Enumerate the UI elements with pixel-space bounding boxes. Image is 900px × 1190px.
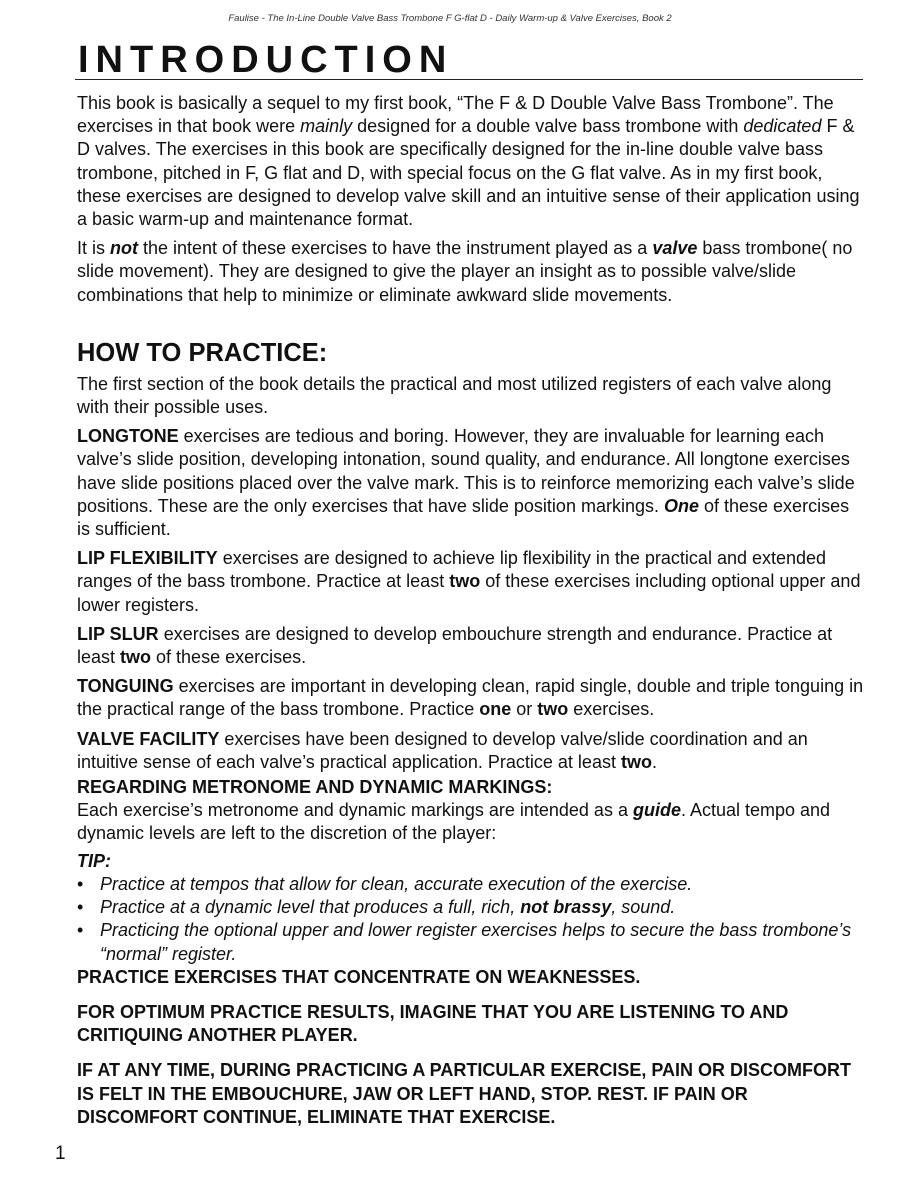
how-to-practice-heading: HOW TO PRACTICE: xyxy=(77,338,328,367)
valve-facility-paragraph: VALVE FACILITY exercises have been designed to develop valve/slide coordination and an intuitive sense of each valve’s practical application. Practice at least two. xyxy=(77,728,808,772)
longtone-paragraph: LONGTONE exercises are tedious and boring. However, they are invaluable for learning each valve’s slide position, developing intonation, sound quality, and endurance. All longtone exercises have slide positions placed over the valve mark. This is to reinforce memorizing each valve’s slide positions. These are the only exercises that have slide position markings. One of these exercises is sufficient. xyxy=(77,426,855,540)
tonguing-paragraph: TONGUING exercises are important in developing clean, rapid single, double and triple tonguing in the practical range of the bass trombone. Practice one or two exercises. xyxy=(77,676,864,720)
intro-paragraph-2: It is not the intent of these exercises to have the instrument played as a valve bass trombone( no slide movement). They are designed to give the player an insight as to possible valve/slide combinations that help to minimize or eliminate awkward slide movements. xyxy=(77,238,853,305)
tip-label: TIP: xyxy=(77,850,111,871)
page-content xyxy=(77,92,867,1135)
tip-item: • Practice at a dynamic level that produces a full, rich, not brassy, sound. xyxy=(77,896,867,919)
lip-flexibility-paragraph: LIP FLEXIBILITY exercises are designed to achieve lip flexibility in the practical and extended ranges of the bass trombone. Practice at least two of these exercises including optional upper and lower registers. xyxy=(77,548,861,615)
page-number: 1 xyxy=(55,1143,66,1164)
intro-paragraph-1: This book is basically a sequel to my first book, “The F & D Double Valve Bass Trombone”. The exercises in that book were mainly designed for a double valve bass trombone with dedicated F & D valves. The exercises in this book are specifically designed for the in-line double valve bass trombone, pitched in F, G flat and D, with special focus on the G flat valve. As in my first book, these exercises are designed to develop valve skill and an intuitive sense of their application using a basic warm-up and maintenance format. xyxy=(77,93,860,230)
lip-slur-paragraph: LIP SLUR exercises are designed to develop embouchure strength and endurance. Practice at least two of these exercises. xyxy=(77,623,833,668)
tip-item: • Practicing the optional upper and lower register exercises helps to secure the bass trombone’s “normal” register. xyxy=(77,920,852,964)
page-title: INTRODUCTION xyxy=(78,39,454,81)
caps-notice-pain: IF AT ANY TIME, DURING PRACTICING A PARTICULAR EXERCISE, PAIN OR DISCOMFORT IS FELT IN THE EMBOUCHURE, JAW OR LEFT HAND, STOP. REST. IF PAIN OR DISCOMFORT CONTINUE, ELIMINATE THAT EXERCISE. xyxy=(77,1060,852,1127)
metronome-paragraph: Each exercise’s metronome and dynamic markings are intended as a guide. Actual tempo and dynamic levels are left to the discretion of the player: xyxy=(77,800,831,844)
title-rule xyxy=(75,79,863,80)
metronome-heading: REGARDING METRONOME AND DYNAMIC MARKINGS: xyxy=(77,777,553,798)
tip-item: • Practice at tempos that allow for clean, accurate execution of the exercise. xyxy=(77,873,867,896)
caps-notice-critique: FOR OPTIMUM PRACTICE RESULTS, IMAGINE THAT YOU ARE LISTENING TO AND CRITIQUING ANOTHER PLAYER. xyxy=(77,1001,789,1046)
running-head: Faulise - The In-Line Double Valve Bass Trombone F G-flat D - Daily Warm-up & Valve Exercises, Book 2 xyxy=(228,13,672,24)
bullet-icon: • xyxy=(77,897,84,918)
practice-intro-paragraph: The first section of the book details the practical and most utilized registers of each valve along with their possible uses. xyxy=(77,373,832,418)
caps-notice-weaknesses: PRACTICE EXERCISES THAT CONCENTRATE ON WEAKNESSES. xyxy=(77,966,641,987)
tip-list xyxy=(77,873,867,966)
bullet-icon: • xyxy=(77,873,84,894)
bullet-icon: • xyxy=(77,920,84,941)
